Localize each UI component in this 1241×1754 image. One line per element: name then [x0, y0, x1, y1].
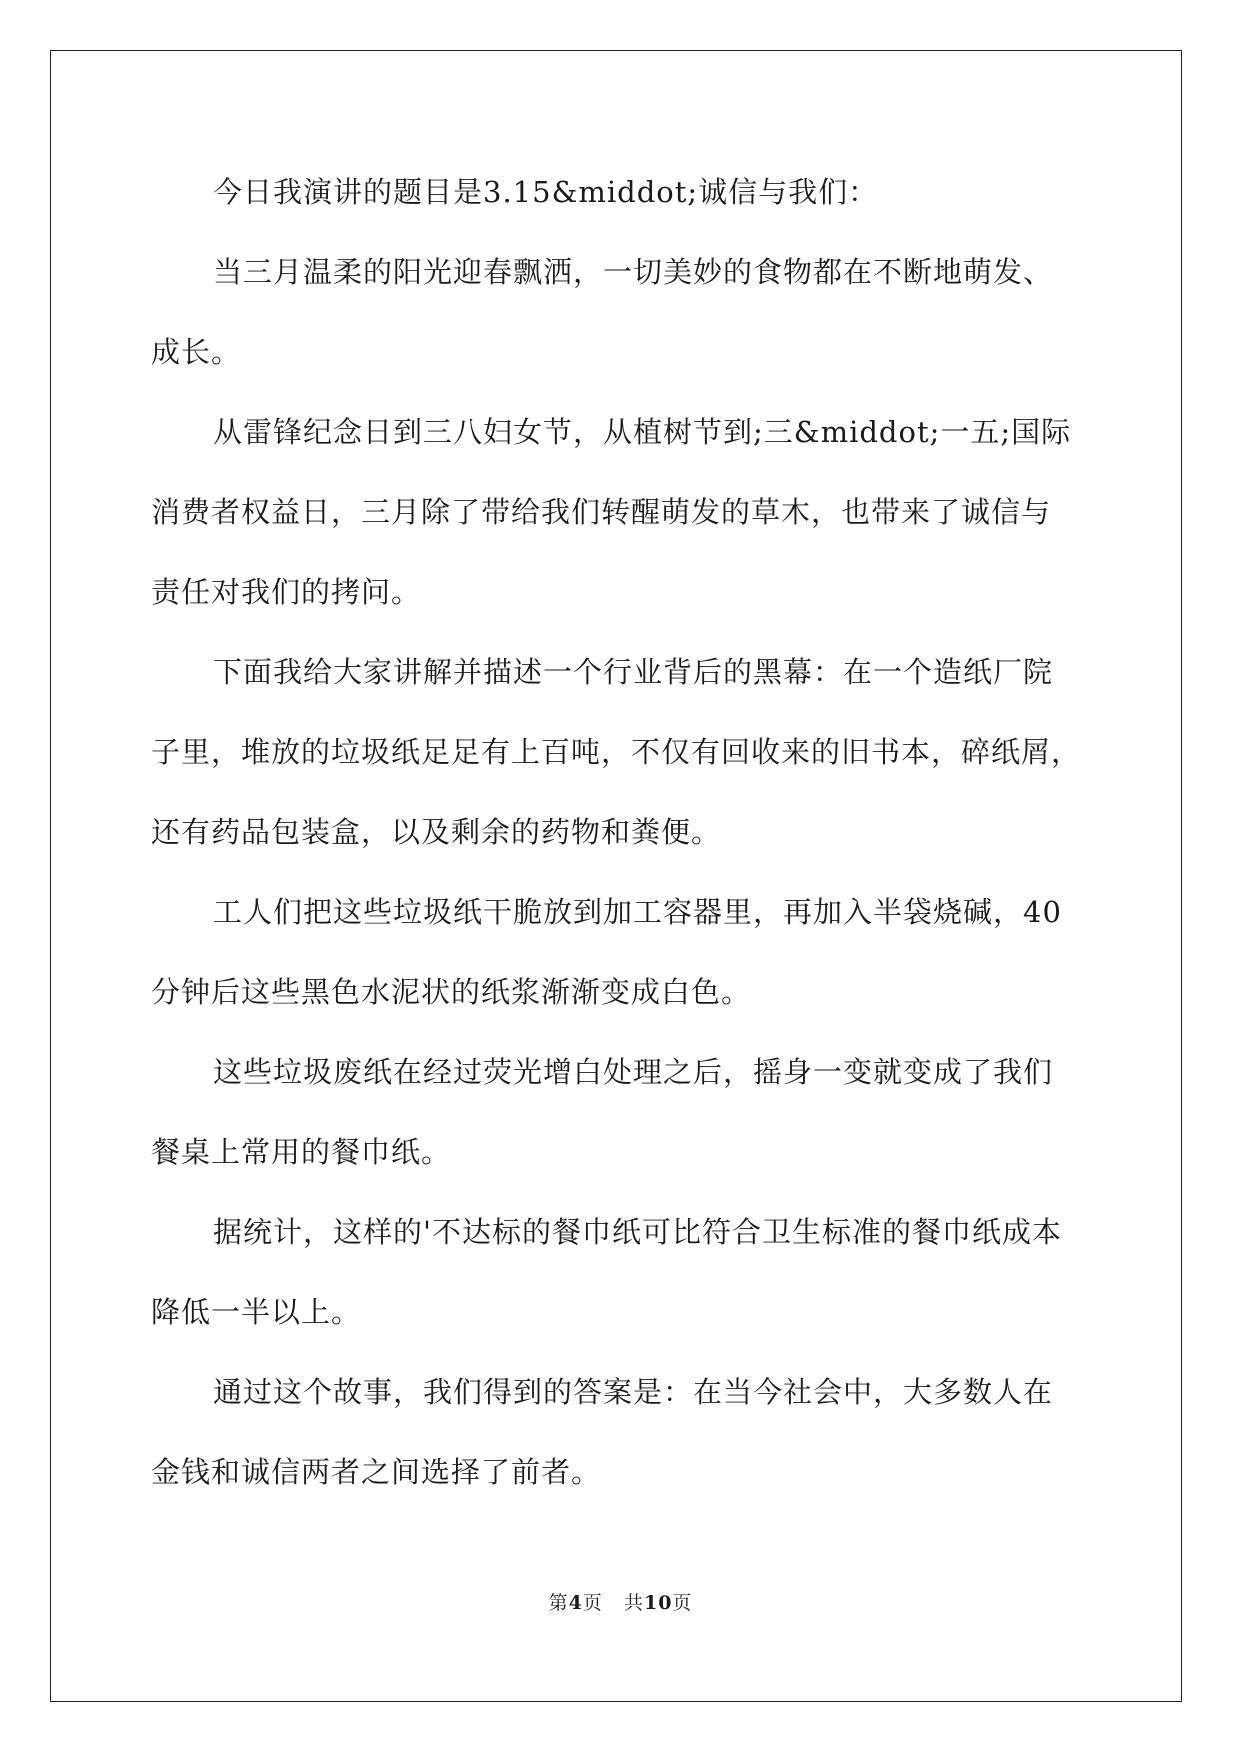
footer-prefix: 第 — [548, 1592, 569, 1614]
paragraph-2-line-2: 成长。 — [151, 335, 242, 369]
paragraph-7-line-2: 降低一半以上。 — [151, 1295, 362, 1329]
paragraph-4-line-2: 子里，堆放的垃圾纸足足有上百吨，不仅有回收来的旧书本，碎纸屑， — [151, 735, 1082, 769]
page-footer — [0, 1588, 1241, 1615]
current-page-number: 4 — [568, 1592, 583, 1614]
footer-total-prefix: 共 — [623, 1592, 644, 1614]
paragraph-3-line-2: 消费者权益日，三月除了带给我们转醒萌发的草木，也带来了诚信与 — [151, 495, 1052, 529]
paragraph-6-line-1: 这些垃圾废纸在经过荧光增白处理之后，摇身一变就变成了我们 — [213, 1055, 1054, 1089]
paragraph-2-line-1: 当三月温柔的阳光迎春飘洒，一切美妙的食物都在不断地萌发、 — [213, 255, 1054, 289]
paragraph-8-line-1: 通过这个故事，我们得到的答案是：在当今社会中，大多数人在 — [213, 1375, 1054, 1409]
paragraph-7-line-1: 据统计，这样的'不达标的餐巾纸可比符合卫生标准的餐巾纸成本 — [213, 1215, 1062, 1249]
paragraph-4-line-3: 还有药品包装盒，以及剩余的药物和粪便。 — [151, 815, 722, 849]
paragraph-5-line-2: 分钟后这些黑色水泥状的纸浆渐渐变成白色。 — [151, 975, 752, 1009]
paragraph-6-line-2: 餐桌上常用的餐巾纸。 — [151, 1135, 452, 1169]
paragraph-5-line-1: 工人们把这些垃圾纸干脆放到加工容器里，再加入半袋烧碱，40 — [213, 895, 1062, 929]
footer-total-suffix: 页 — [672, 1592, 693, 1614]
paragraph-8-line-2: 金钱和诚信两者之间选择了前者。 — [151, 1455, 602, 1489]
paragraph-3-line-1: 从雷锋纪念日到三八妇女节，从植树节到;三&middot;一五;国际 — [213, 415, 1072, 449]
paragraph-3-line-3: 责任对我们的拷问。 — [151, 575, 422, 609]
paragraph-1-line-1: 今日我演讲的题目是3.15&middot;诚信与我们： — [213, 175, 879, 209]
paragraph-4-line-1: 下面我给大家讲解并描述一个行业背后的黑幕：在一个造纸厂院 — [213, 655, 1054, 689]
total-pages-number: 10 — [643, 1592, 673, 1614]
footer-page-suffix: 页 — [582, 1592, 603, 1614]
